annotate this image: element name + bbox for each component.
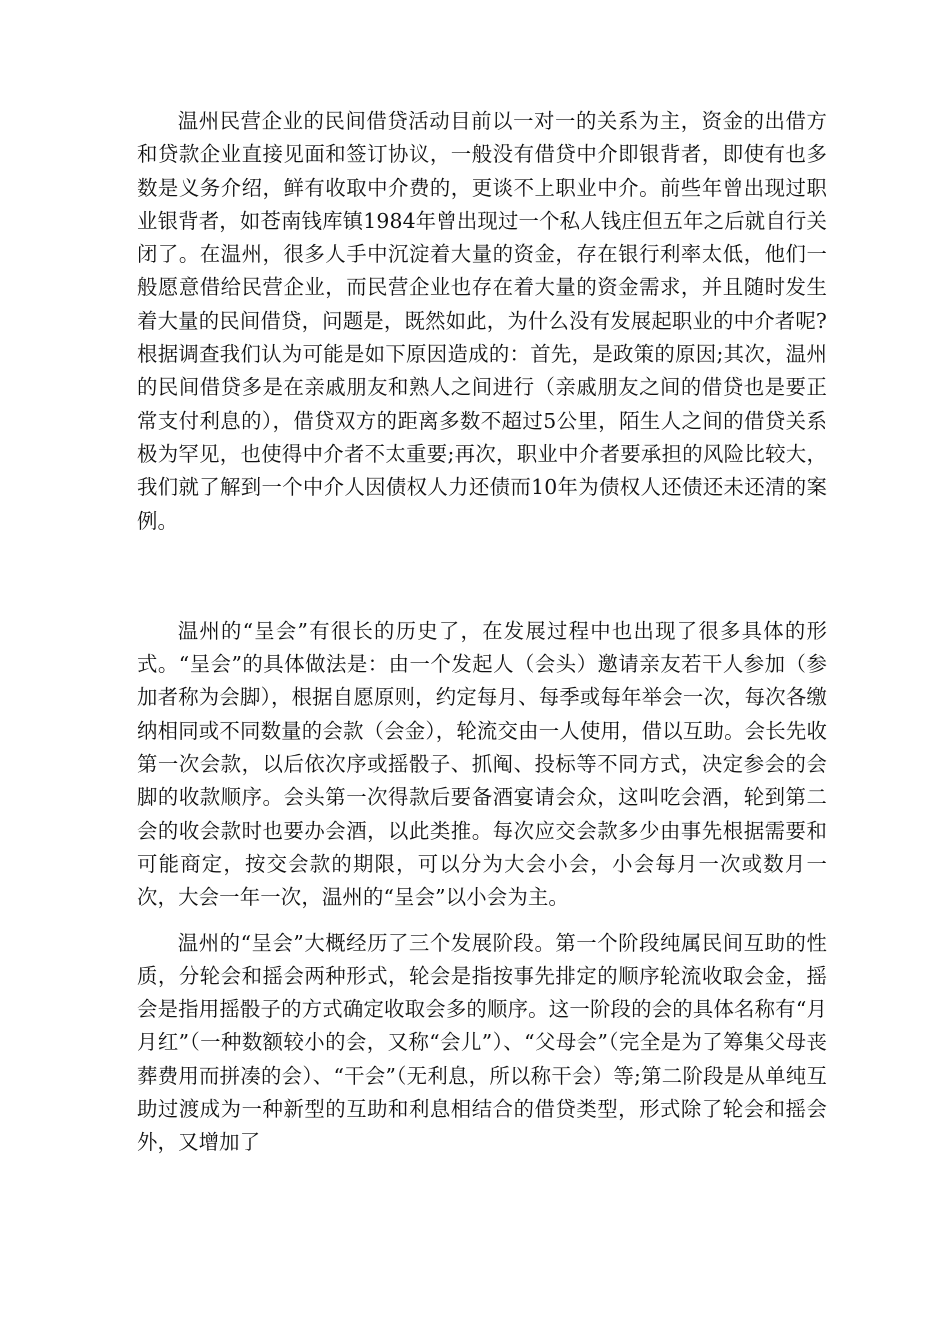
document-page [137, 105, 827, 1160]
paragraph-private-lending: 温州民营企业的民间借贷活动目前以一对一的关系为主，资金的出借方和贷款企业直接见面和签订协议，一般没有借贷中介即银背者，即使有也多数是义务介绍，鲜有收取中介费的，更谈不上职业中介。前些年曾出现过职业银背者，如苍南钱库镇1984年曾出现过一个私人钱庄但五年之后就自行关闭了。在温州，很多人手中沉淀着大量的资金，存在银行利率太低，他们一般愿意借给民营企业，而民营企业也存在着大量的资金需求，并且随时发生着大量的民间借贷，问题是，既然如此，为什么没有发展起职业的中介者呢?根据调查我们认为可能是如下原因造成的：首先，是政策的原因;其次，温州的民间借贷多是在亲戚朋友和熟人之间进行（亲戚朋友之间的借贷也是要正常支付利息的），借贷双方的距离多数不超过5公里，陌生人之间的借贷关系极为罕见，也使得中介者不太重要;再次，职业中介者要承担的风险比较大，我们就了解到一个中介人因债权人力还债而10年为债权人还债还未还清的案例。 [137, 109, 827, 533]
paragraph-chenghui-stages: 温州的“呈会”大概经历了三个发展阶段。第一个阶段纯属民间互助的性质，分轮会和摇会两种形式，轮会是指按事先排定的顺序轮流收取会金，摇会是指用摇骰子的方式确定收取会多的顺序。这一阶段的会的具体名称有“月月红”（一种数额较小的会，又称“会儿”）、“父母会”（完全是为了筹集父母丧葬费用而拼凑的会）、“干会”（无利息，所以称干会）等;第二阶段是从单纯互助过渡成为一种新型的互助和利息相结合的借贷类型，形式除了轮会和摇会外，又增加了 [137, 930, 827, 1155]
section-spacer [137, 538, 827, 615]
paragraph-spacer [137, 915, 827, 927]
paragraph-chenghui-practice: 温州的“呈会”有很长的历史了，在发展过程中也出现了很多具体的形式。“呈会”的具体做法是：由一个发起人（会头）邀请亲友若干人参加（参加者称为会脚），根据自愿原则，约定每月、每季或每年举会一次，每次各缴纳相同或不同数量的会款（会金），轮流交由一人使用，借以互助。会长先收第一次会款，以后依次序或摇骰子、抓阄、投标等不同方式，决定参会的会脚的收款顺序。会头第一次得款后要备酒宴请会众，这叫吃会酒，轮到第二会的收会款时也要办会酒，以此类推。每次应交会款多少由事先根据需要和可能商定，按交会款的期限，可以分为大会小会，小会每月一次或数月一次，大会一年一次，温州的“呈会”以小会为主。 [137, 618, 827, 910]
